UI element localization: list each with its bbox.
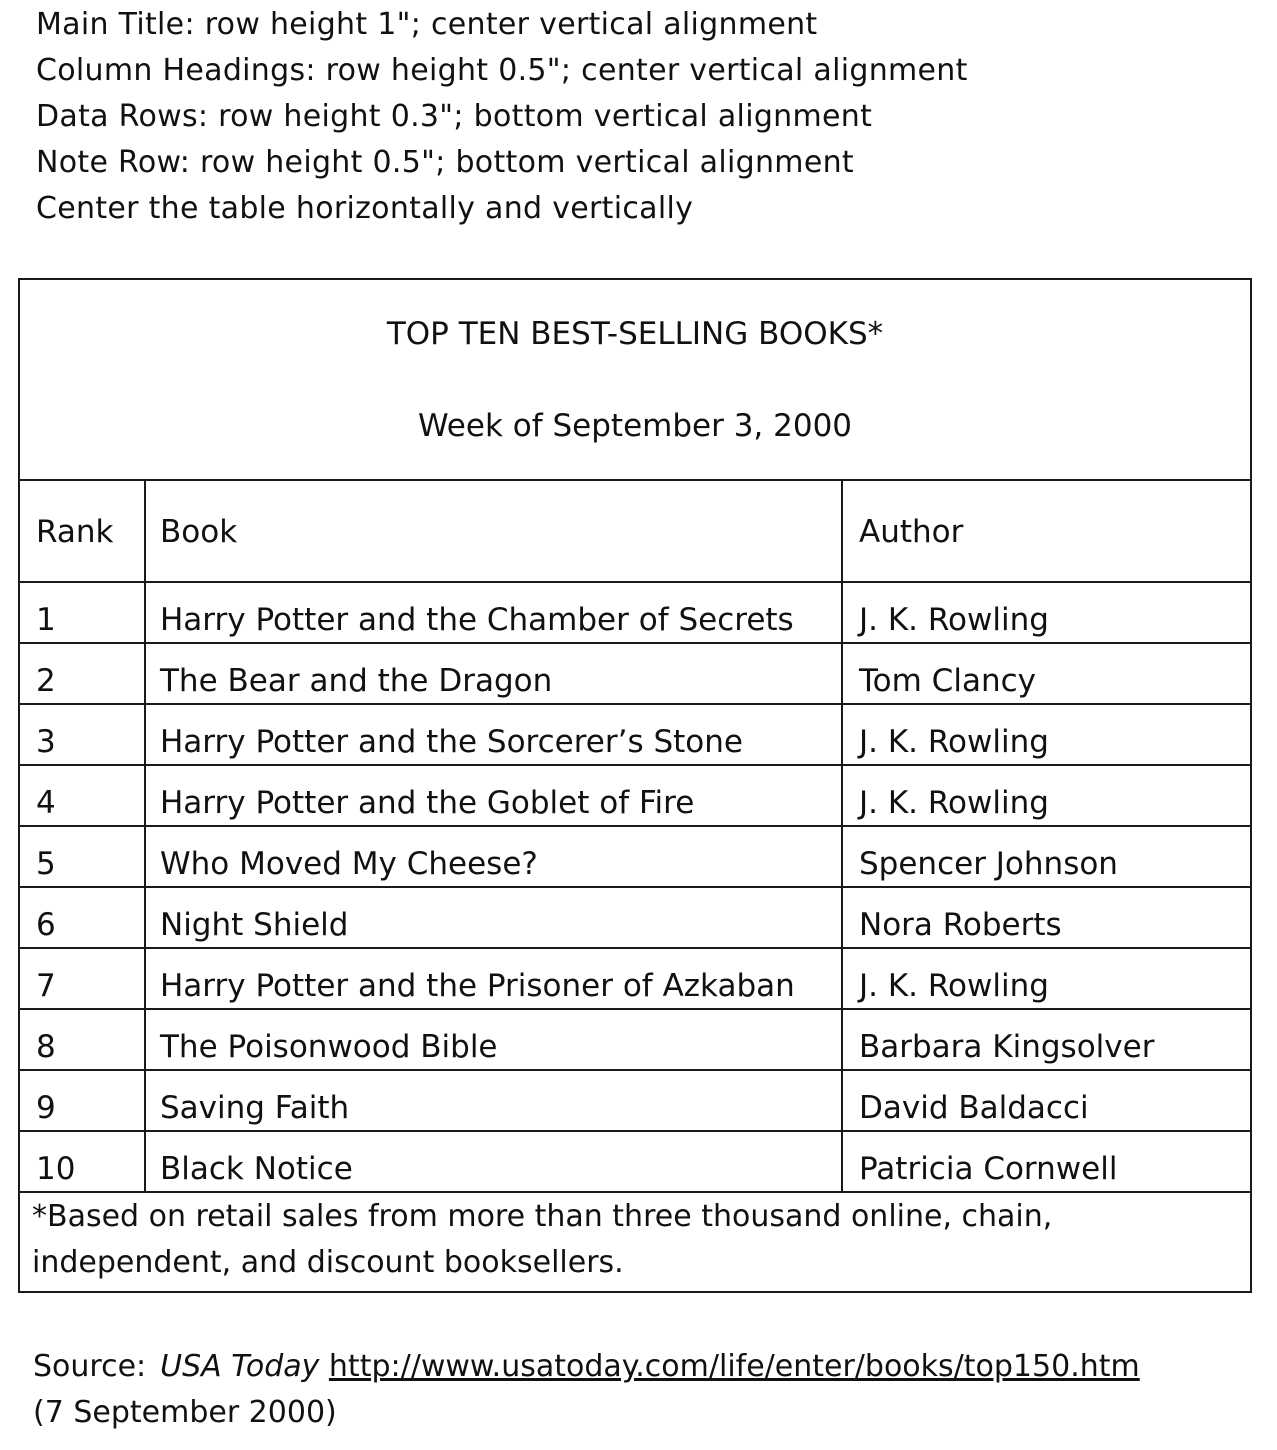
table-grid <box>20 481 1250 1193</box>
book-cell: Who Moved My Cheese? <box>144 827 841 886</box>
rank-cell: 5 <box>36 846 56 882</box>
table-row <box>20 766 1250 827</box>
table-row <box>20 644 1250 705</box>
author-cell: J. K. Rowling <box>841 949 1252 1008</box>
table-subtitle: Week of September 3, 2000 <box>417 408 853 444</box>
table-row <box>20 888 1250 949</box>
table-note-row <box>20 1194 1250 1291</box>
author-cell: Spencer Johnson <box>841 827 1252 886</box>
header-rank: Rank <box>36 514 114 550</box>
book-cell: Harry Potter and the Sorcerer’s Stone <box>144 705 841 764</box>
rank-cell: 10 <box>36 1151 76 1187</box>
table-row <box>20 827 1250 888</box>
source-citation <box>33 1344 1140 1436</box>
book-cell: Night Shield <box>144 888 841 947</box>
rank-cell: 1 <box>36 602 56 638</box>
author-cell: J. K. Rowling <box>841 705 1252 764</box>
formatting-instructions <box>36 2 1236 232</box>
source-label: Source: <box>33 1349 147 1384</box>
table-row <box>20 583 1250 644</box>
instruction-column-headings: Column Headings: row height 0.5"; center vertical alignment <box>36 53 968 88</box>
header-book: Book <box>144 481 841 581</box>
author-cell: Nora Roberts <box>841 888 1252 947</box>
book-cell: Saving Faith <box>144 1071 841 1130</box>
book-cell: The Bear and the Dragon <box>144 644 841 703</box>
book-cell: Harry Potter and the Prisoner of Azkaban <box>144 949 841 1008</box>
rank-cell: 4 <box>36 785 56 821</box>
source-date: (7 September 2000) <box>33 1395 337 1430</box>
table-title-row <box>20 280 1250 481</box>
source-publication: USA Today <box>160 1349 320 1384</box>
table-row <box>20 705 1250 766</box>
instruction-center-table: Center the table horizontally and vertically <box>36 191 694 226</box>
note-line-2: independent, and discount booksellers. <box>32 1245 624 1280</box>
author-cell: Barbara Kingsolver <box>841 1010 1252 1069</box>
author-cell: David Baldacci <box>841 1071 1252 1130</box>
column-headings-row <box>20 481 1250 583</box>
instruction-main-title: Main Title: row height 1"; center vertical alignment <box>36 7 818 42</box>
table-title: TOP TEN BEST-SELLING BOOKS* <box>386 316 884 352</box>
rank-cell: 7 <box>36 968 56 1004</box>
note-line-1: *Based on retail sales from more than three thousand online, chain, <box>32 1199 1053 1234</box>
source-url-link[interactable]: http://www.usatoday.com/life/enter/books/top150.htm <box>328 1349 1140 1384</box>
author-cell: J. K. Rowling <box>841 766 1252 825</box>
book-cell: Harry Potter and the Chamber of Secrets <box>144 583 841 642</box>
author-cell: Tom Clancy <box>841 644 1252 703</box>
instruction-data-rows: Data Rows: row height 0.3"; bottom vertical alignment <box>36 99 873 134</box>
author-cell: Patricia Cornwell <box>841 1132 1252 1191</box>
book-cell: Harry Potter and the Goblet of Fire <box>144 766 841 825</box>
table-row <box>20 1010 1250 1071</box>
book-cell: The Poisonwood Bible <box>144 1010 841 1069</box>
author-cell: J. K. Rowling <box>841 583 1252 642</box>
instruction-note-row: Note Row: row height 0.5"; bottom vertical alignment <box>36 145 854 180</box>
rank-cell: 9 <box>36 1090 56 1126</box>
table-row <box>20 1132 1250 1193</box>
bestseller-table <box>18 278 1252 1293</box>
rank-cell: 2 <box>36 663 56 699</box>
table-row <box>20 1071 1250 1132</box>
table-row <box>20 949 1250 1010</box>
rank-cell: 8 <box>36 1029 56 1065</box>
header-author: Author <box>841 481 1252 581</box>
rank-cell: 6 <box>36 907 56 943</box>
book-cell: Black Notice <box>144 1132 841 1191</box>
rank-cell: 3 <box>36 724 56 760</box>
